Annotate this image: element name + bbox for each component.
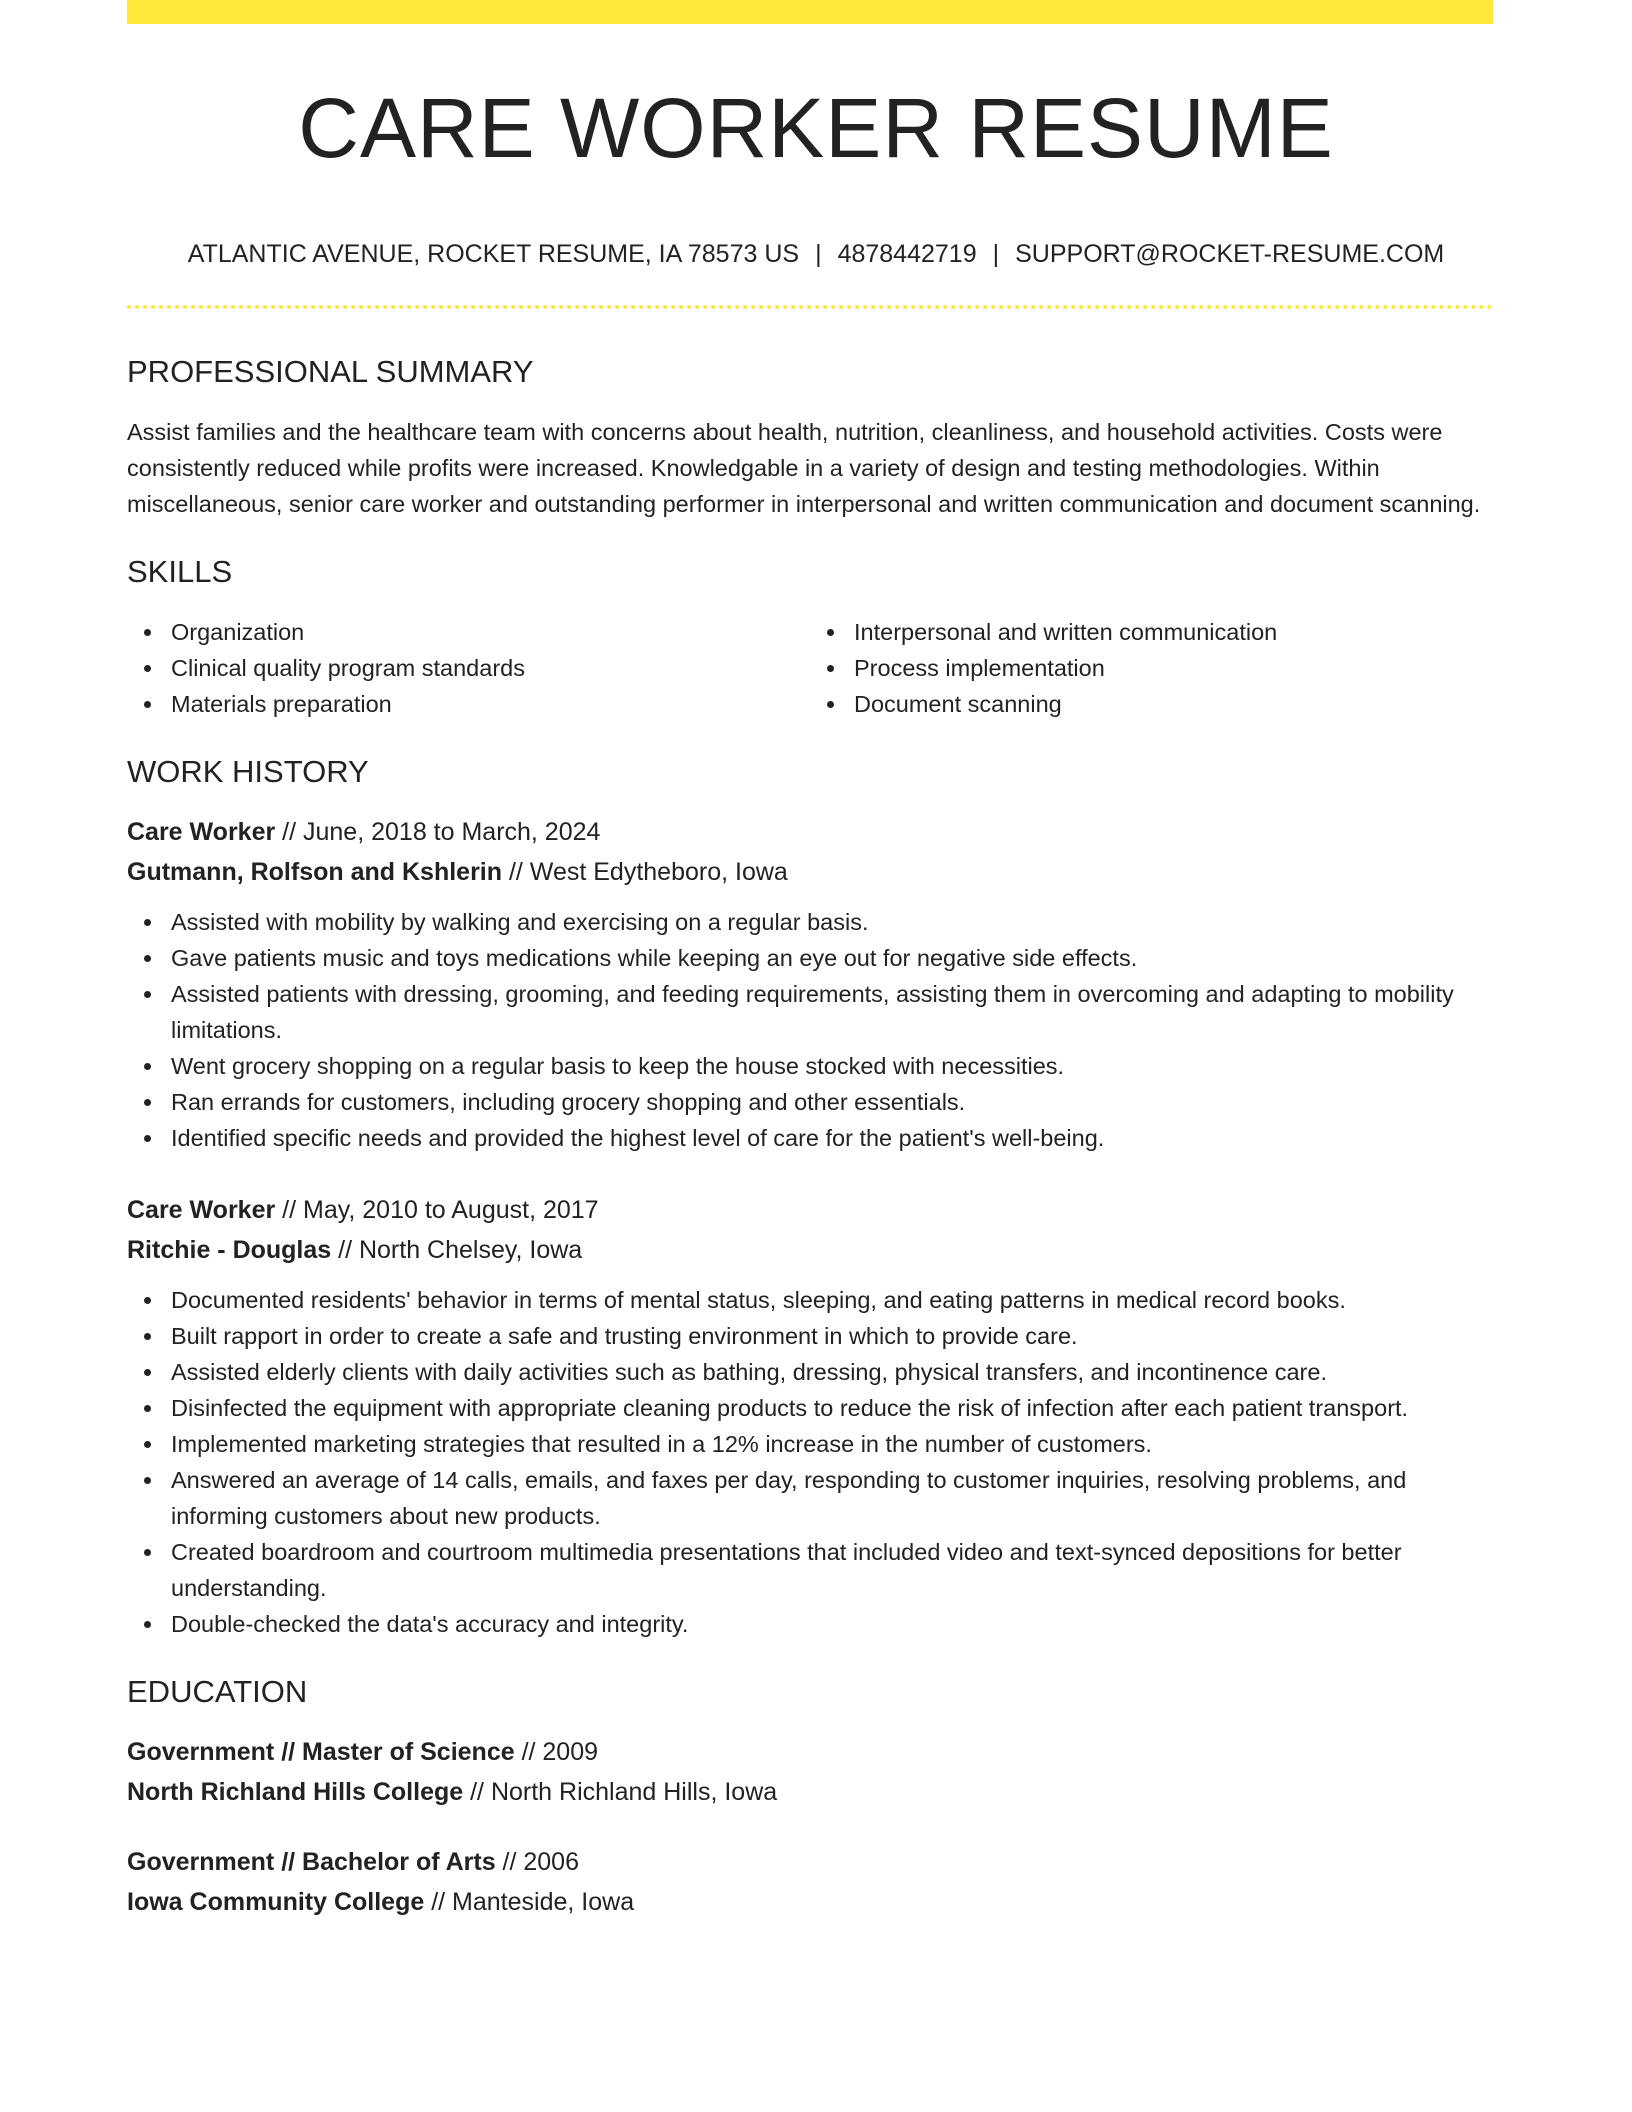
job-entry xyxy=(127,1190,1493,1642)
education-degree-line xyxy=(127,1732,1493,1772)
job-title-line xyxy=(127,812,1493,852)
job-company-line xyxy=(127,1230,1493,1270)
work-history-heading: WORK HISTORY xyxy=(127,754,369,789)
job-entry xyxy=(127,812,1493,1156)
contact-address: ATLANTIC AVENUE, ROCKET RESUME, IA 78573 US xyxy=(187,240,800,268)
job-title-line xyxy=(127,1190,1493,1230)
skill-item: Document scanning xyxy=(810,686,1493,722)
education-school: North Richland Hills College xyxy=(127,1778,464,1806)
education-entry xyxy=(127,1842,1493,1922)
skills-column-right xyxy=(810,614,1493,722)
job-bullet: Went grocery shopping on a regular basis to keep the house stocked with necessities. xyxy=(127,1048,1493,1084)
resume-body xyxy=(127,352,1493,1922)
education-year: // 2006 xyxy=(495,1848,579,1876)
education-heading: EDUCATION xyxy=(127,1674,308,1709)
education-school-line xyxy=(127,1882,1493,1922)
job-dates: // June, 2018 to March, 2024 xyxy=(275,818,601,846)
education-year: // 2009 xyxy=(514,1738,599,1766)
contact-separator: | xyxy=(992,240,1000,268)
dotted-divider xyxy=(127,305,1493,309)
job-company-line xyxy=(127,852,1493,892)
education-location: // Manteside, Iowa xyxy=(424,1888,635,1916)
page-title: CARE WORKER RESUME xyxy=(298,81,1334,175)
job-bullet: Created boardroom and courtroom multimedia presentations that included video and text-synced depositions for better understanding. xyxy=(127,1534,1493,1606)
education-degree: Government // Master of Science xyxy=(127,1738,515,1766)
job-title: Care Worker xyxy=(127,818,276,846)
skill-item: Organization xyxy=(127,614,810,650)
job-bullet: Double-checked the data's accuracy and integrity. xyxy=(127,1606,1493,1642)
skill-item: Process implementation xyxy=(810,650,1493,686)
skills-column-left xyxy=(127,614,810,722)
job-dates: // May, 2010 to August, 2017 xyxy=(275,1196,599,1224)
job-bullets xyxy=(127,904,1493,1156)
skill-item: Clinical quality program standards xyxy=(127,650,810,686)
education-entry xyxy=(127,1732,1493,1812)
job-bullet: Assisted patients with dressing, grooming, and feeding requirements, assisting them in overcoming and adapting to mobility limitations. xyxy=(127,976,1493,1048)
job-location: // North Chelsey, Iowa xyxy=(331,1236,583,1264)
summary-heading: PROFESSIONAL SUMMARY xyxy=(127,354,534,389)
education-degree-line xyxy=(127,1842,1493,1882)
contact-line xyxy=(0,237,1632,271)
job-bullet: Identified specific needs and provided the highest level of care for the patient's well-being. xyxy=(127,1120,1493,1156)
education-school: Iowa Community College xyxy=(127,1888,425,1916)
skills-heading: SKILLS xyxy=(127,554,233,589)
job-bullet: Disinfected the equipment with appropriate cleaning products to reduce the risk of infection after each patient transport. xyxy=(127,1390,1493,1426)
job-bullet: Documented residents' behavior in terms of mental status, sleeping, and eating patterns in medical record books. xyxy=(127,1282,1493,1318)
contact-email: SUPPORT@ROCKET-RESUME.COM xyxy=(1015,240,1445,268)
job-bullet: Ran errands for customers, including grocery shopping and other essentials. xyxy=(127,1084,1493,1120)
education-location: // North Richland Hills, Iowa xyxy=(463,1778,778,1806)
job-company: Gutmann, Rolfson and Kshlerin xyxy=(127,858,503,886)
job-bullet: Answered an average of 14 calls, emails, and faxes per day, responding to customer inquiries, resolving problems, and informing customers about new products. xyxy=(127,1462,1493,1534)
skill-item: Interpersonal and written communication xyxy=(810,614,1493,650)
skills-list xyxy=(127,614,1493,722)
job-bullet: Assisted with mobility by walking and exercising on a regular basis. xyxy=(127,904,1493,940)
job-bullet: Gave patients music and toys medications while keeping an eye out for negative side effects. xyxy=(127,940,1493,976)
contact-phone: 4878442719 xyxy=(837,240,977,268)
job-location: // West Edytheboro, Iowa xyxy=(502,858,788,886)
skill-item: Materials preparation xyxy=(127,686,810,722)
education-degree: Government // Bachelor of Arts xyxy=(127,1848,496,1876)
contact-separator: | xyxy=(815,240,822,268)
job-bullet: Implemented marketing strategies that resulted in a 12% increase in the number of customers. xyxy=(127,1426,1493,1462)
job-bullet: Built rapport in order to create a safe and trusting environment in which to provide care. xyxy=(127,1318,1493,1354)
job-bullet: Assisted elderly clients with daily activities such as bathing, dressing, physical transfers, and incontinence care. xyxy=(127,1354,1493,1390)
accent-bar xyxy=(127,0,1493,24)
job-title: Care Worker xyxy=(127,1196,276,1224)
job-bullets xyxy=(127,1282,1493,1642)
education-school-line xyxy=(127,1772,1493,1812)
summary-text: Assist families and the healthcare team with concerns about health, nutrition, cleanliness, and household activities. Costs were consistently reduced while profits were increased. Knowledgable in a variety of design and testing methodologies. Within miscellaneous, senior care worker and outstanding performer in interpersonal and written communication and document scanning. xyxy=(127,419,1481,517)
job-company: Ritchie - Douglas xyxy=(127,1236,332,1264)
